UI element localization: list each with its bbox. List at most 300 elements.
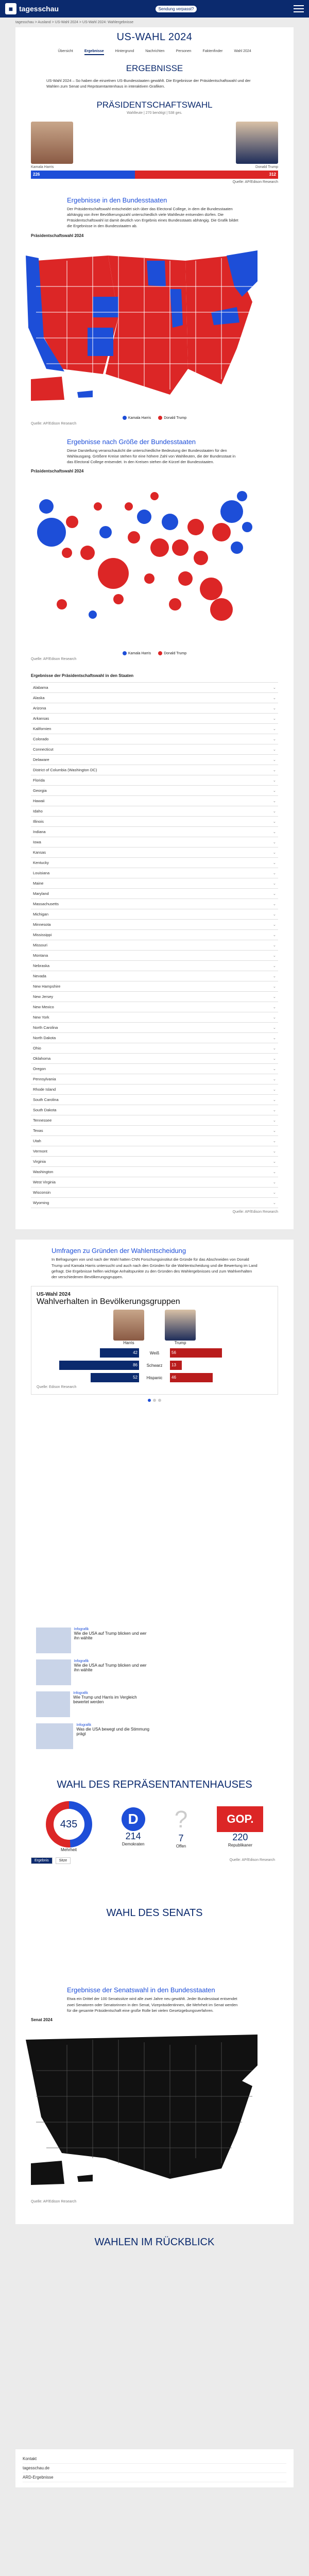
state-bubble[interactable] — [162, 514, 178, 530]
state-row[interactable] — [31, 930, 278, 940]
presidential-heading: PRÄSIDENTSCHAFTSWAHL — [96, 99, 213, 110]
state-row[interactable] — [31, 940, 278, 951]
map1-heading: Ergebnisse in den Bundesstaaten — [67, 196, 167, 204]
state-row[interactable] — [31, 1167, 278, 1177]
map2-intro: Diese Darstellung veranschaulicht die unterschiedliche Bedeutung der Bundesstaaten für den Wahlausgang. Größere Kreise stehen für eine höhere Zahl von Wahlleuten, die der Bundesstaat in das Electoral College entsendet. In den Kreisen stehen die Kürzel der Bundesstaaten. — [67, 448, 236, 464]
chevron-down-icon: ⌄ — [272, 1046, 276, 1051]
house-result-button[interactable]: Ergebnis — [31, 1857, 53, 1864]
chevron-down-icon: ⌄ — [272, 1200, 276, 1206]
state-name: District of Columbia (Washington DC) — [33, 768, 97, 773]
state-name: Georgia — [33, 788, 47, 793]
poll-row-label: Weiß — [149, 1350, 160, 1355]
state-row[interactable] — [31, 1084, 278, 1095]
state-row[interactable] — [31, 744, 278, 755]
state-row[interactable] — [31, 683, 278, 693]
state-row[interactable] — [31, 1157, 278, 1167]
chevron-down-icon: ⌄ — [272, 1036, 276, 1041]
state-name: South Dakota — [33, 1108, 57, 1113]
state-bubble[interactable] — [242, 522, 252, 532]
state-bubble[interactable] — [80, 546, 95, 560]
teaser-image — [36, 1691, 70, 1717]
senate-intro: Etwa ein Drittel der 100 Senatssitze wird alle zwei Jahre neu gewählt. Jeder Bundesstaat entsendet zwei Senatoren oder Senatorinnen in den Senat, Vizepräsidentinnen, die Mehrheit im Senat werden für die gesamte Präsidentschaft eine große Rolle bei vielen Gesetzgebungsverfahren. — [67, 1996, 238, 2013]
state-name: Nebraska — [33, 963, 50, 969]
chevron-down-icon: ⌄ — [272, 1077, 276, 1082]
chevron-down-icon: ⌄ — [272, 974, 276, 979]
chevron-down-icon: ⌄ — [272, 799, 276, 804]
poll-source: Quelle: Edison Research — [37, 1385, 77, 1389]
poll-card-head: US-Wahl 2024 — [37, 1292, 71, 1298]
map1-legend — [15, 416, 294, 420]
chevron-down-icon: ⌄ — [272, 1066, 276, 1072]
chevron-down-icon: ⌄ — [272, 1190, 276, 1195]
state-name: Wyoming — [33, 1200, 49, 1206]
state-row[interactable] — [31, 1115, 278, 1126]
state-row[interactable] — [31, 806, 278, 817]
chevron-down-icon: ⌄ — [272, 1139, 276, 1144]
state-name: New Jersey — [33, 994, 54, 999]
state-bubble[interactable] — [200, 578, 222, 600]
state-name: Wisconsin — [33, 1190, 51, 1195]
state-name: Pennsylvania — [33, 1077, 56, 1082]
state-row[interactable] — [31, 1033, 278, 1043]
state-name: Ohio — [33, 1046, 41, 1051]
state-bubble[interactable] — [194, 551, 208, 565]
state-row[interactable] — [31, 909, 278, 920]
map-hawaii[interactable] — [77, 391, 93, 398]
state-name: Idaho — [33, 809, 43, 814]
chevron-down-icon: ⌄ — [272, 696, 276, 701]
state-row[interactable] — [31, 1105, 278, 1115]
state-name: Tennessee — [33, 1118, 52, 1123]
teaser-title: Wie die USA auf Trump blicken und wer ihn wählte — [74, 1631, 147, 1641]
house-total: 435 — [54, 1809, 84, 1840]
state-row[interactable] — [31, 693, 278, 703]
poll-card-title: Wahlverhalten in Bevölkerungsgruppen — [37, 1297, 180, 1307]
state-bubble[interactable] — [39, 499, 54, 514]
house-results — [15, 1796, 294, 1857]
state-name: Kansas — [33, 850, 46, 855]
poll-trump-bar: 56 — [170, 1348, 222, 1358]
poll-trump-bar: 46 — [170, 1373, 213, 1382]
state-name: Mississippi — [33, 933, 52, 938]
poll-trump-bar: 13 — [170, 1361, 182, 1370]
footer-link[interactable]: ARD-Ergebnisse — [23, 2473, 286, 2482]
house-rep-seats: 220 — [232, 1832, 248, 1842]
state-bubble[interactable] — [94, 502, 102, 511]
state-bubble[interactable] — [37, 518, 66, 547]
brand-logo[interactable] — [5, 3, 59, 14]
state-row[interactable] — [31, 981, 278, 992]
map1-label: Präsidentschaftswahl 2024 — [31, 233, 84, 238]
chevron-down-icon: ⌄ — [272, 1015, 276, 1020]
poll-harris-photo — [113, 1310, 144, 1341]
breadcrumb[interactable]: tagesschau > Ausland > US-Wahl 2024 > US-Wahl 2024: Wahlergebnisse — [0, 18, 309, 27]
state-name: New York — [33, 1015, 49, 1020]
results-intro: US-Wahl 2024 – So haben die einzelnen US-Bundesstaaten gewählt. Die Ergebnisse der Präsidentschaftswahl und der Wahlen zum Senat und Repräsentantenhaus in interaktiven Grafiken. — [46, 78, 251, 89]
state-bubble[interactable] — [125, 502, 133, 511]
carousel-dots[interactable] — [15, 1395, 294, 1406]
state-row[interactable] — [31, 837, 278, 848]
state-row[interactable] — [31, 1064, 278, 1074]
state-name: Kentucky — [33, 860, 49, 866]
state-row[interactable] — [31, 1074, 278, 1084]
state-bubble[interactable] — [237, 491, 247, 501]
teaser-card[interactable] — [36, 1628, 152, 1653]
chevron-down-icon: ⌄ — [272, 809, 276, 814]
state-results-list — [31, 682, 278, 1208]
chevron-down-icon: ⌄ — [272, 1087, 276, 1092]
state-bubble[interactable] — [220, 500, 243, 523]
chevron-down-icon: ⌄ — [272, 747, 276, 752]
legend-harris: Kamala Harris — [123, 651, 151, 655]
state-row[interactable] — [31, 951, 278, 961]
us-state-map[interactable] — [15, 240, 263, 410]
retro-heading: WAHLEN IM RÜCKBLICK — [94, 2236, 215, 2248]
state-bubble[interactable] — [231, 541, 243, 554]
brand-name: tagesschau — [19, 5, 59, 13]
teaser-kicker: Infografik — [74, 1659, 89, 1664]
footer-link[interactable]: tagesschau.de — [23, 2464, 286, 2473]
map2-heading: Ergebnisse nach Größe der Bundesstaaten — [67, 437, 196, 446]
state-bubble[interactable] — [212, 523, 231, 541]
state-name: Minnesota — [33, 922, 51, 927]
chevron-down-icon: ⌄ — [272, 860, 276, 866]
state-row[interactable] — [31, 714, 278, 724]
teaser-kicker: Infografik — [76, 1723, 92, 1727]
state-name: North Dakota — [33, 1036, 56, 1041]
chevron-down-icon: ⌄ — [272, 706, 276, 711]
state-bubble[interactable] — [89, 611, 97, 619]
states-heading: Ergebnisse der Präsidentschaftswahl in den Staaten — [31, 673, 134, 679]
state-name: Texas — [33, 1128, 43, 1133]
chevron-down-icon: ⌄ — [272, 943, 276, 948]
map-newmexico[interactable] — [88, 328, 113, 356]
state-row[interactable] — [31, 971, 278, 981]
map2-source: Quelle: AP/Edison Research — [31, 657, 77, 662]
house-needed: Mehrheit — [60, 1848, 77, 1853]
state-name: Massachusetts — [33, 902, 59, 907]
state-bubble[interactable] — [144, 573, 154, 584]
state-row[interactable] — [31, 1023, 278, 1033]
state-name: New Hampshire — [33, 984, 61, 989]
state-name: Delaware — [33, 757, 49, 762]
poll-row-label: Hispanic — [146, 1375, 163, 1380]
chevron-down-icon: ⌄ — [272, 1159, 276, 1164]
chevron-down-icon: ⌄ — [272, 1097, 276, 1103]
chevron-down-icon: ⌄ — [272, 726, 276, 732]
poll-harris-label: Harris — [123, 1341, 134, 1346]
chevron-down-icon: ⌄ — [272, 1170, 276, 1175]
chevron-down-icon: ⌄ — [272, 737, 276, 742]
presidential-source: Quelle: AP/Edison Research — [232, 180, 278, 184]
tab-overview[interactable]: Übersicht — [58, 49, 73, 53]
state-name: Nevada — [33, 974, 46, 979]
chevron-down-icon: ⌄ — [272, 912, 276, 917]
poll-trump-label: Trump — [174, 1341, 186, 1346]
trump-bar: 312 — [135, 171, 278, 179]
state-bubble[interactable] — [57, 599, 67, 609]
state-name: Colorado — [33, 737, 49, 742]
state-row[interactable] — [31, 1054, 278, 1064]
state-row[interactable] — [31, 734, 278, 744]
chevron-down-icon: ⌄ — [272, 1025, 276, 1030]
trump-name: Donald Trump — [255, 165, 278, 169]
chevron-down-icon: ⌄ — [272, 840, 276, 845]
teaser-image — [36, 1659, 71, 1685]
chevron-down-icon: ⌄ — [272, 685, 276, 690]
chevron-down-icon: ⌄ — [272, 1149, 276, 1154]
tab-news[interactable]: Nachrichten — [145, 49, 165, 53]
state-name: Maine — [33, 881, 44, 886]
bubble-map[interactable] — [15, 476, 263, 646]
chevron-down-icon: ⌄ — [272, 1108, 276, 1113]
state-name: Arizona — [33, 706, 46, 711]
chevron-down-icon: ⌄ — [272, 922, 276, 927]
chevron-down-icon: ⌄ — [272, 994, 276, 999]
democrat-logo: D — [122, 1807, 145, 1831]
chevron-down-icon: ⌄ — [272, 984, 276, 989]
state-name: Illinois — [33, 819, 44, 824]
house-donut — [46, 1801, 92, 1848]
state-bubble[interactable] — [178, 571, 193, 586]
state-name: Arkansas — [33, 716, 49, 721]
tab-election[interactable]: Wahl 2024 — [234, 49, 251, 53]
tab-background[interactable]: Hintergrund — [115, 49, 134, 53]
state-name: New Mexico — [33, 1005, 54, 1010]
state-name: South Carolina — [33, 1097, 59, 1103]
teaser-image — [36, 1628, 71, 1653]
poll-row — [37, 1348, 272, 1358]
chevron-down-icon: ⌄ — [272, 963, 276, 969]
chevron-down-icon: ⌄ — [272, 902, 276, 907]
state-row[interactable] — [31, 1043, 278, 1054]
state-bubble[interactable] — [210, 598, 233, 621]
states-source: Quelle: AP/Edison Research — [232, 1210, 278, 1214]
teaser-grid — [15, 1622, 294, 1754]
state-bubble[interactable] — [128, 531, 140, 544]
state-row[interactable] — [31, 1012, 278, 1023]
state-bubble[interactable] — [169, 598, 181, 611]
state-row[interactable] — [31, 1126, 278, 1136]
chevron-down-icon: ⌄ — [272, 829, 276, 835]
senate-heading: WAHL DES SENATS — [106, 1907, 203, 1919]
teaser-image — [36, 1723, 73, 1749]
legend-harris: Kamala Harris — [123, 416, 151, 420]
state-row[interactable] — [31, 703, 278, 714]
map-colorado[interactable] — [93, 297, 118, 317]
harris-photo — [31, 122, 73, 164]
state-row[interactable] — [31, 786, 278, 796]
chevron-down-icon: ⌄ — [272, 1005, 276, 1010]
house-dem-seats: 214 — [125, 1831, 141, 1841]
tab-factfinder[interactable]: Faktenfinder — [202, 49, 223, 53]
state-bubble[interactable] — [137, 510, 151, 524]
senate-source: Quelle: AP/Edison Research — [31, 2200, 77, 2204]
map2-legend — [15, 651, 294, 655]
state-name: Utah — [33, 1139, 41, 1144]
poll-trump-photo — [165, 1310, 196, 1341]
state-bubble[interactable] — [172, 539, 188, 556]
state-name: Florida — [33, 778, 45, 783]
state-row[interactable] — [31, 796, 278, 806]
state-name: Maryland — [33, 891, 49, 896]
electoral-bar — [31, 171, 278, 179]
teaser-kicker: Infografik — [74, 1628, 89, 1632]
state-name: North Carolina — [33, 1025, 58, 1030]
state-row[interactable] — [31, 920, 278, 930]
house-open-seats: 7 — [178, 1833, 184, 1843]
state-row[interactable] — [31, 848, 278, 858]
harris-bar: 226 — [31, 171, 135, 179]
state-name: Missouri — [33, 943, 47, 948]
map-alaska[interactable] — [31, 377, 64, 401]
state-row[interactable] — [31, 1095, 278, 1105]
page-title: US-WAHL 2024 — [116, 31, 193, 43]
chevron-down-icon: ⌄ — [272, 1128, 276, 1133]
state-name: Washington — [33, 1170, 54, 1175]
state-bubble[interactable] — [62, 548, 72, 558]
state-name: Kalifornien — [33, 726, 52, 732]
footer — [15, 2449, 294, 2487]
state-name: Virginia — [33, 1159, 46, 1164]
chevron-down-icon: ⌄ — [272, 953, 276, 958]
state-bubble[interactable] — [99, 526, 112, 538]
chevron-down-icon: ⌄ — [272, 881, 276, 886]
house-open-label: Offen — [176, 1843, 186, 1849]
gop-logo: GOP. — [217, 1806, 263, 1832]
state-name: Montana — [33, 953, 48, 958]
footer-link[interactable]: Kontakt — [23, 2454, 286, 2464]
map2-label: Präsidentschaftswahl 2024 — [31, 469, 84, 474]
teaser-title: Was die USA bewegt und die Stimmung prägt — [76, 1727, 149, 1737]
state-name: Connecticut — [33, 747, 54, 752]
state-row[interactable] — [31, 858, 278, 868]
logo-icon: ■ — [5, 3, 16, 14]
state-name: Oklahoma — [33, 1056, 51, 1061]
chevron-down-icon: ⌄ — [272, 891, 276, 896]
chevron-down-icon: ⌄ — [272, 1180, 276, 1185]
state-name: Oregon — [33, 1066, 46, 1072]
presidential-subtitle: Wahlleute | 270 benötigt | 538 ges. — [127, 111, 182, 115]
chevron-down-icon: ⌄ — [272, 768, 276, 773]
open-icon: ? — [174, 1805, 188, 1833]
site-header — [0, 0, 309, 18]
state-row[interactable] — [31, 1198, 278, 1208]
map1-intro: Der Präsidentschaftswahl entscheidet sich über das Electoral College, in dem die Bundesstaaten abhängig von ihrer Bevölkerungszahl unterschiedlich viele Wahlleute entsenden dürfen. Die Präsidentschaftswahl ist damit deutlich von Ergebnis eines Bundesstaats abhängig. Die Grafik bildet die Ergebnisse in den Bundesstaaten ab. — [67, 206, 238, 229]
teaser-title: Wie Trump und Harris im Vergleich bewertet werden — [73, 1695, 137, 1705]
tab-results[interactable]: Ergebnisse — [84, 49, 104, 55]
poll-harris-bar: 52 — [91, 1373, 139, 1382]
poll-row-label: Schwarz — [146, 1363, 163, 1368]
teaser-card[interactable] — [36, 1659, 152, 1685]
tab-people[interactable]: Personen — [176, 49, 192, 53]
state-row[interactable] — [31, 992, 278, 1002]
state-row[interactable] — [31, 889, 278, 899]
state-row[interactable] — [31, 1136, 278, 1146]
state-row[interactable] — [31, 1177, 278, 1188]
state-row[interactable] — [31, 868, 278, 878]
teaser-card[interactable] — [36, 1691, 152, 1717]
state-bubble[interactable] — [98, 558, 129, 589]
harris-name: Kamala Harris — [31, 165, 54, 169]
state-row[interactable] — [31, 961, 278, 971]
house-seats-button[interactable]: Sitze — [56, 1857, 71, 1864]
chevron-down-icon: ⌄ — [272, 788, 276, 793]
polls-heading: Umfragen zu Gründen der Wahlentscheidung — [52, 1247, 186, 1255]
map1-source: Quelle: AP/Edison Research — [31, 421, 77, 426]
chevron-down-icon: ⌄ — [272, 1118, 276, 1123]
results-heading: ERGEBNISSE — [126, 63, 183, 73]
state-name: Indiana — [33, 829, 46, 835]
state-row[interactable] — [31, 1188, 278, 1198]
state-name: Vermont — [33, 1149, 47, 1154]
poll-harris-bar: 86 — [59, 1361, 139, 1370]
chevron-down-icon: ⌄ — [272, 778, 276, 783]
chevron-down-icon: ⌄ — [272, 757, 276, 762]
missed-broadcast-link[interactable]: Sendung verpasst? — [156, 6, 197, 12]
chevron-down-icon: ⌄ — [272, 819, 276, 824]
house-source: Quelle: AP/Edison Research — [229, 1858, 275, 1862]
state-row[interactable] — [31, 724, 278, 734]
state-row[interactable] — [31, 827, 278, 837]
state-row[interactable] — [31, 765, 278, 775]
teaser-kicker: Infografik — [73, 1691, 88, 1696]
chevron-down-icon: ⌄ — [272, 871, 276, 876]
teaser-title: Wie die USA auf Trump blicken und wer ihn wählte — [74, 1663, 147, 1673]
state-row[interactable] — [31, 899, 278, 909]
chevron-down-icon: ⌄ — [272, 850, 276, 855]
senate-map[interactable] — [15, 2024, 263, 2194]
senate-map-heading: Ergebnisse der Senatswahl in den Bundesstaaten — [67, 1986, 215, 1994]
state-row[interactable] — [31, 1146, 278, 1157]
state-row[interactable] — [31, 775, 278, 786]
state-name: Alaska — [33, 696, 45, 701]
section-tabs — [15, 45, 294, 59]
state-name: Rhode Island — [33, 1087, 56, 1092]
menu-icon[interactable] — [294, 5, 304, 12]
state-name: Louisiana — [33, 871, 50, 876]
senate-label: Senat 2024 — [31, 2018, 53, 2022]
map-minnesota[interactable] — [147, 261, 166, 286]
poll-card — [31, 1286, 278, 1395]
chevron-down-icon: ⌄ — [272, 933, 276, 938]
house-heading: WAHL DES REPRÄSENTANTENHAUSES — [57, 1779, 252, 1791]
chevron-down-icon: ⌄ — [272, 716, 276, 721]
legend-trump: Donald Trump — [158, 416, 186, 420]
trump-photo — [236, 122, 278, 164]
state-bubble[interactable] — [150, 492, 159, 500]
house-dem-label: Demokraten — [122, 1841, 145, 1846]
poll-harris-bar: 42 — [100, 1348, 139, 1358]
state-name: Alabama — [33, 685, 48, 690]
state-bubble[interactable] — [113, 594, 124, 604]
state-row[interactable] — [31, 817, 278, 827]
state-name: West Virginia — [33, 1180, 56, 1185]
state-bubble[interactable] — [66, 516, 78, 528]
state-name: Iowa — [33, 840, 41, 845]
poll-row — [37, 1361, 272, 1370]
house-rep-label: Republikaner — [228, 1842, 252, 1848]
legend-trump: Donald Trump — [158, 651, 186, 655]
state-row[interactable] — [31, 1002, 278, 1012]
state-row[interactable] — [31, 878, 278, 889]
state-bubble[interactable] — [187, 519, 204, 535]
state-bubble[interactable] — [150, 538, 169, 557]
state-row[interactable] — [31, 755, 278, 765]
poll-row — [37, 1373, 272, 1382]
state-name: Michigan — [33, 912, 49, 917]
teaser-card[interactable] — [36, 1723, 152, 1749]
